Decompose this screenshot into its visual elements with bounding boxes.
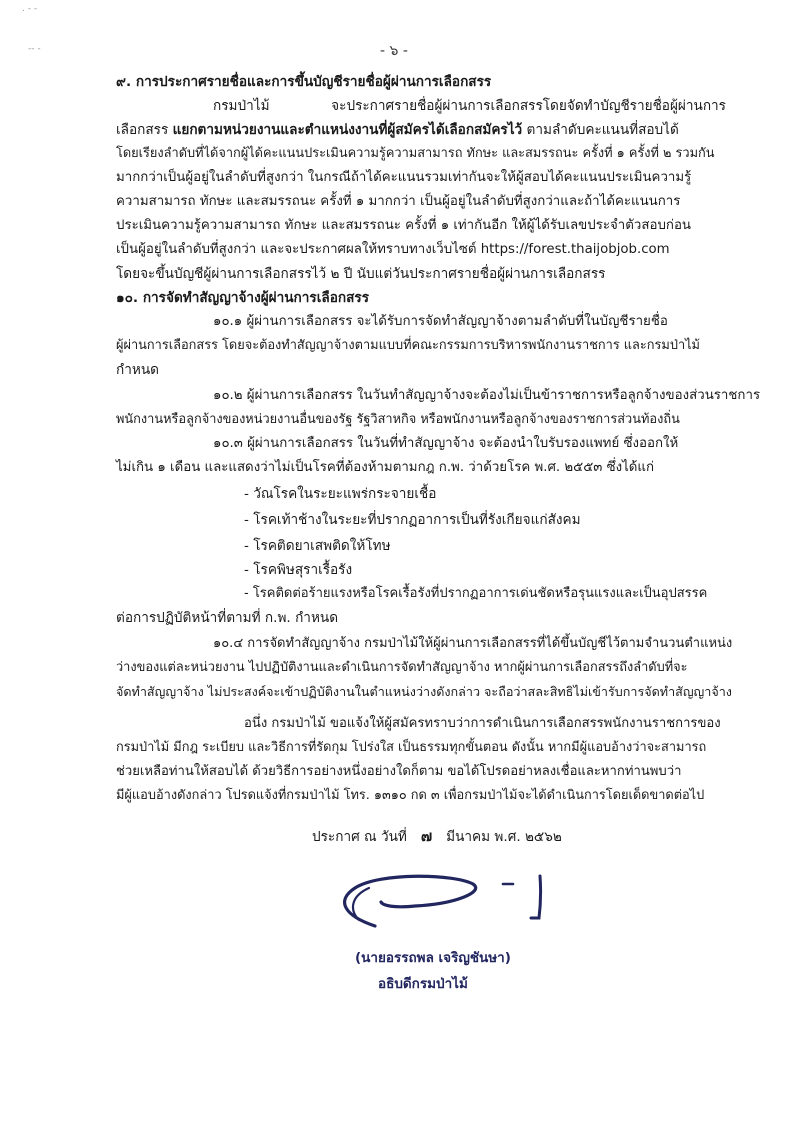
notice-line-1: อนึ่ง กรมป่าไม้ ขอแจ้งให้ผู้สมัครทราบว่าการดำเนินการเลือกสรรพนักงานราชการของ	[244, 716, 721, 731]
announce-month-year: มีนาคม พ.ศ. ๒๕๖๒	[446, 829, 562, 845]
section-10-4-line-3: จัดทำสัญญาจ้าง ไม่ประสงค์จะเข้าปฏิบัติงานในตำแหน่งว่างดังกล่าว จะถือว่าสละสิทธิไม่เข้ารับการจัดทำสัญญาจ้าง	[116, 684, 732, 699]
disease-item: - โรคเท้าช้างในระยะที่ปรากฏอาการเป็นที่รังเกียจแก่สังคม	[244, 512, 581, 528]
disease-continuation: ต่อการปฏิบัติหน้าที่ตามที่ ก.พ. กำหนด	[116, 610, 339, 626]
section-10-3-line-2: ไม่เกิน ๑ เดือน และแสดงว่าไม่เป็นโรคที่ต้องห้ามตามกฎ ก.พ. ว่าด้วยโรค พ.ศ. ๒๕๕๓ ซึ่งได้แก่	[116, 460, 655, 475]
section-9-line-6: ประเมินความรู้ความสามารถ ทักษะ และสมรรถนะ ครั้งที่ ๑ เท่ากันอีก ให้ผู้ได้รับเลขประจำตัวสอบก่อน	[116, 218, 692, 233]
section-9-line-2c: ตามลำดับคะแนนที่สอบได้	[522, 122, 679, 138]
section-10-1-line-2: ผู้ผ่านการเลือกสรร โดยจะต้องทำสัญญาจ้างตามแบบที่คณะกรรมการบริหารพนักงานราชการ และกรมป่าไม้	[116, 338, 700, 353]
disease-item: - วัณโรคในระยะแพร่กระจายเชื้อ	[244, 486, 437, 502]
signer-name: (นายอรรถพล เจริญชันษา)	[355, 950, 511, 966]
page-number: - ๖ -	[380, 43, 408, 59]
section-9-emphasis: แยกตามหน่วยงานและตำแหน่งงานที่ผู้สมัครได้เลือกสมัครไว้	[172, 122, 523, 138]
section-9-line-8: โดยจะขึ้นบัญชีผู้ผ่านการเลือกสรรไว้ ๒ ปี นับแต่วันประกาศรายชื่อผู้ผ่านการเลือกสรร	[116, 266, 606, 282]
section-10-1-line-1: ๑๐.๑ ผู้ผ่านการเลือกสรร จะได้รับการจัดทำสัญญาจ้างตามลำดับที่ในบัญชีรายชื่อ	[213, 314, 668, 329]
section-10-4-line-1: ๑๐.๔ การจัดทำสัญญาจ้าง กรมป่าไม้ให้ผู้ผ่านการเลือกสรรที่ได้ขึ้นบัญชีไว้ตามจำนวนตำแหน่ง	[213, 636, 733, 651]
announce-day: ๗	[420, 827, 433, 845]
disease-item: - โรคติดต่อร้ายแรงหรือโรคเรื้อรังที่ปรากฏอาการเด่นชัดหรือรุนแรงและเป็นอุปสรรค	[244, 586, 708, 601]
announce-date	[312, 826, 562, 847]
disease-item: - โรคพิษสุราเรื้อรัง	[244, 562, 353, 578]
section-9-line-1: กรมป่าไม้ จะประกาศรายชื่อผู้ผ่านการเลือกสรรโดยจัดทำบัญชีรายชื่อผู้ผ่านการ	[213, 98, 726, 114]
corner-mark-top: . - -	[22, 4, 38, 14]
signer-title: อธิบดีกรมป่าไม้	[378, 976, 468, 992]
corner-mark-left: -- -	[28, 44, 41, 54]
announce-prefix: ประกาศ ณ วันที่	[312, 829, 407, 845]
section-9-line-3: โดยเรียงลำดับที่ได้จากผู้ได้คะแนนประเมินความรู้ความสามารถ ทักษะ และสมรรถนะ ครั้งที่ ๑ ครั้งที่ ๒ รวมกัน	[116, 146, 715, 161]
notice-line-2: กรมป่าไม้ มีกฎ ระเบียบ และวิธีการที่รัดกุม โปร่งใส เป็นธรรมทุกขั้นตอน ดังนั้น หากมีผู้แอบอ้างว่าจะสามารถ	[116, 740, 707, 755]
notice-line-4: มีผู้แอบอ้างดังกล่าว โปรดแจ้งที่กรมป่าไม้ โทร. ๑๓๑๐ กด ๓ เพื่อกรมป่าไม้จะได้ดำเนินการโดยเด็ดขาดต่อไป	[116, 788, 705, 803]
disease-item: - โรคติดยาเสพติดให้โทษ	[244, 538, 391, 554]
notice-line-3: ช่วยเหลือท่านให้สอบได้ ด้วยวิธีการอย่างหนึ่งอย่างใดก็ตาม ขอได้โปรดอย่าหลงเชื่อและหากท่านพบว่า	[116, 764, 682, 779]
section-9-line-7: เป็นผู้อยู่ในลำดับที่สูงกว่า และจะประกาศผลให้ทราบทางเว็บไซต์ https://forest.thaijobjob.com	[116, 242, 670, 257]
section-9-line-2a: เลือกสรร	[116, 122, 173, 138]
section-9-line-4: มากกว่าเป็นผู้อยู่ในลำดับที่สูงกว่า ในกรณีถ้าได้คะแนนรวมเท่ากันจะให้ผู้สอบได้คะแนนประเมินความรู้	[116, 170, 692, 185]
section-10-3-line-1: ๑๐.๓ ผู้ผ่านการเลือกสรร ในวันที่ทำสัญญาจ้าง จะต้องนำใบรับรองแพทย์ ซึ่งออกให้	[213, 436, 679, 451]
handwritten-signature	[335, 866, 565, 936]
section-10-heading: ๑๐. การจัดทำสัญญาจ้างผู้ผ่านการเลือกสรร	[116, 290, 369, 306]
section-10-2-line-1: ๑๐.๒ ผู้ผ่านการเลือกสรร ในวันทำสัญญาจ้างจะต้องไม่เป็นข้าราชการหรือลูกจ้างของส่วนราชการ	[213, 388, 761, 403]
section-10-4-line-2: ว่างของแต่ละหน่วยงาน ไปปฏิบัติงานและดำเนินการจัดทำสัญญาจ้าง หากผู้ผ่านการเลือกสรรถึงลำดับที่จะ	[116, 660, 688, 675]
section-9-line-2	[116, 120, 679, 140]
section-10-1-line-3: กำหนด	[116, 362, 159, 378]
section-10-2-line-2: พนักงานหรือลูกจ้างของหน่วยงานอื่นของรัฐ รัฐวิสาหกิจ หรือพนักงานหรือลูกจ้างของราชการส่วนท้องถิ่น	[116, 412, 680, 427]
section-9-line-5: ความสามารถ ทักษะ และสมรรถนะ ครั้งที่ ๑ มากกว่า เป็นผู้อยู่ในลำดับที่สูงกว่าและถ้าได้คะแนนการ	[116, 194, 681, 209]
section-9-heading: ๙. การประกาศรายชื่อและการขึ้นบัญชีรายชื่อผู้ผ่านการเลือกสรร	[116, 74, 492, 90]
